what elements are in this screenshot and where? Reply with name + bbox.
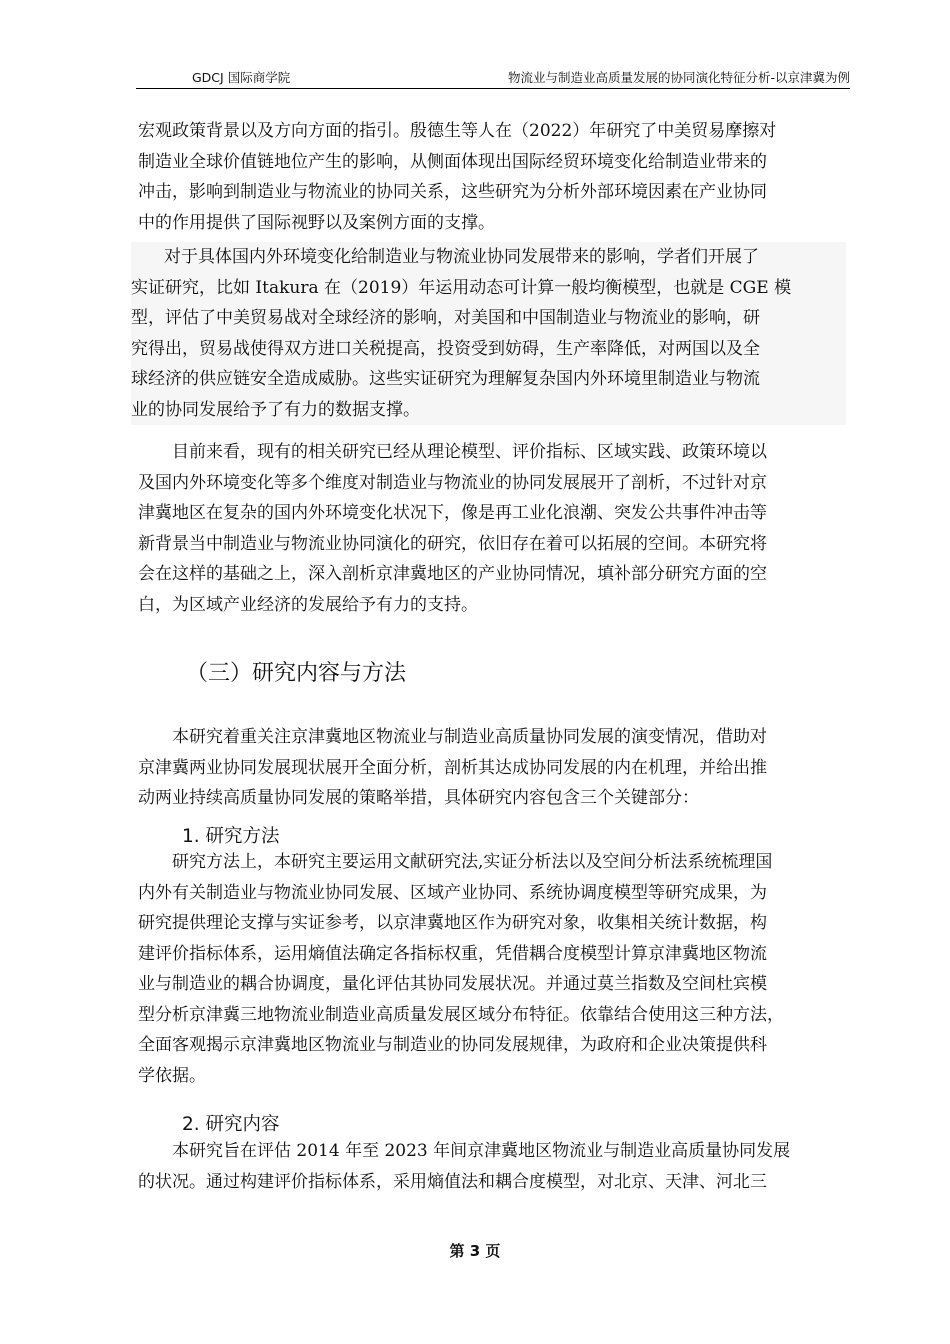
- paragraph-4: [138, 722, 850, 814]
- page-number: 第 3 页: [449, 1242, 501, 1260]
- paragraph-line: 对于具体国内外环境变化给制造业与物流业协同发展带来的影响，学者们开展了: [164, 247, 759, 267]
- paragraph-line: 研究方法上，本研究主要运用文献研究法,实证分析法以及空间分析法系统梳理国: [172, 852, 773, 872]
- paragraph-1: [138, 116, 850, 238]
- subsection-title-2: 2. 研究内容: [182, 1114, 280, 1135]
- paragraph-line: 实证研究，比如 Itakura 在（2019）年运用动态可计算一般均衡模型，也就是 CGE 模: [131, 277, 792, 298]
- paragraph-line: 业与制造业的耦合协调度，量化评估其协同发展状况。并通过莫兰指数及空间杜宾模: [138, 974, 767, 994]
- section-title: （三）研究内容与方法: [186, 661, 407, 686]
- paragraph-line: 冲击，影响到制造业与物流业的协同关系，这些研究为分析外部环境因素在产业协同: [138, 182, 767, 202]
- paragraph-line: 宏观政策背景以及方向方面的指引。殷德生等人在（2022）年研究了中美贸易摩擦对: [138, 121, 777, 141]
- paragraph-line: 白，为区域产业经济的发展给予有力的支持。: [138, 594, 478, 615]
- paragraph-2: [131, 242, 846, 425]
- paragraph-5: [138, 847, 850, 1091]
- paragraph-line: 内外有关制造业与物流业协同发展、区域产业协同、系统协调度模型等研究成果，为: [138, 882, 767, 903]
- paragraph-line: 中的作用提供了国际视野以及案例方面的支撑。: [138, 212, 495, 233]
- paragraph-line: 全面客观揭示京津冀地区物流业与制造业的协同发展规律，为政府和企业决策提供科: [138, 1035, 767, 1055]
- paragraph-line: 动两业持续高质量协同发展的策略举措，具体研究内容包含三个关键部分：: [138, 788, 699, 808]
- paragraph-line: 型分析京津冀三地物流业制造业高质量发展区域分布特征。依靠结合使用这三种方法，: [138, 1004, 784, 1025]
- paragraph-line: 学依据。: [138, 1065, 206, 1086]
- paragraph-6: [138, 1136, 850, 1197]
- subsection-title-1: 1. 研究方法: [182, 826, 280, 847]
- paragraph-line: 球经济的供应链安全造成威胁。这些实证研究为理解复杂国内外环境里制造业与物流: [131, 369, 760, 389]
- paragraph-line: 京津冀两业协同发展现状展开全面分析，剖析其达成协同发展的内在机理，并给出推: [138, 757, 767, 778]
- paragraph-line: 建评价指标体系，运用熵值法确定各指标权重，凭借耦合度模型计算京津冀地区物流: [138, 943, 767, 964]
- paragraph-line: 及国内外环境变化等多个维度对制造业与物流业的协同发展展开了剖析，不过针对京: [138, 472, 767, 493]
- paragraph-line: 型，评估了中美贸易战对全球经济的影响，对美国和中国制造业与物流业的影响，研: [131, 308, 760, 328]
- paragraph-line: 研究提供理论支撑与实证参考，以京津冀地区作为研究对象，收集相关统计数据，构: [138, 913, 767, 933]
- paragraph-line: 制造业全球价值链地位产生的影响，从侧面体现出国际经贸环境变化给制造业带来的: [138, 151, 767, 172]
- paragraph-line: 究得出，贸易战使得双方进口关税提高，投资受到妨碍，生产率降低，对两国以及全: [131, 338, 760, 359]
- paragraph-line: 本研究旨在评估 2014 年至 2023 年间京津冀地区物流业与制造业高质量协同发展: [172, 1141, 791, 1161]
- paragraph-line: 业的协同发展给予了有力的数据支撑。: [131, 399, 420, 420]
- header-left: GDCJ 国际商学院: [192, 70, 291, 85]
- header-right: 物流业与制造业高质量发展的协同演化特征分析-以京津冀为例: [507, 70, 850, 85]
- paragraph-line: 目前来看，现有的相关研究已经从理论模型、评价指标、区域实践、政策环境以: [172, 442, 767, 462]
- paragraph-line: 新背景当中制造业与物流业协同演化的研究，依旧存在着可以拓展的空间。本研究将: [138, 533, 767, 554]
- paragraph-3: [138, 437, 850, 620]
- paragraph-line: 会在这样的基础之上，深入剖析京津冀地区的产业协同情况，填补部分研究方面的空: [138, 564, 767, 584]
- page-header: [136, 64, 850, 89]
- paragraph-line: 津冀地区在复杂的国内外环境变化状况下，像是再工业化浪潮、突发公共事件冲击等: [138, 503, 767, 523]
- paragraph-line: 本研究着重关注京津冀地区物流业与制造业高质量协同发展的演变情况，借助对: [172, 727, 767, 747]
- paragraph-line: 的状况。通过构建评价指标体系，采用熵值法和耦合度模型，对北京、天津、河北三: [138, 1171, 767, 1192]
